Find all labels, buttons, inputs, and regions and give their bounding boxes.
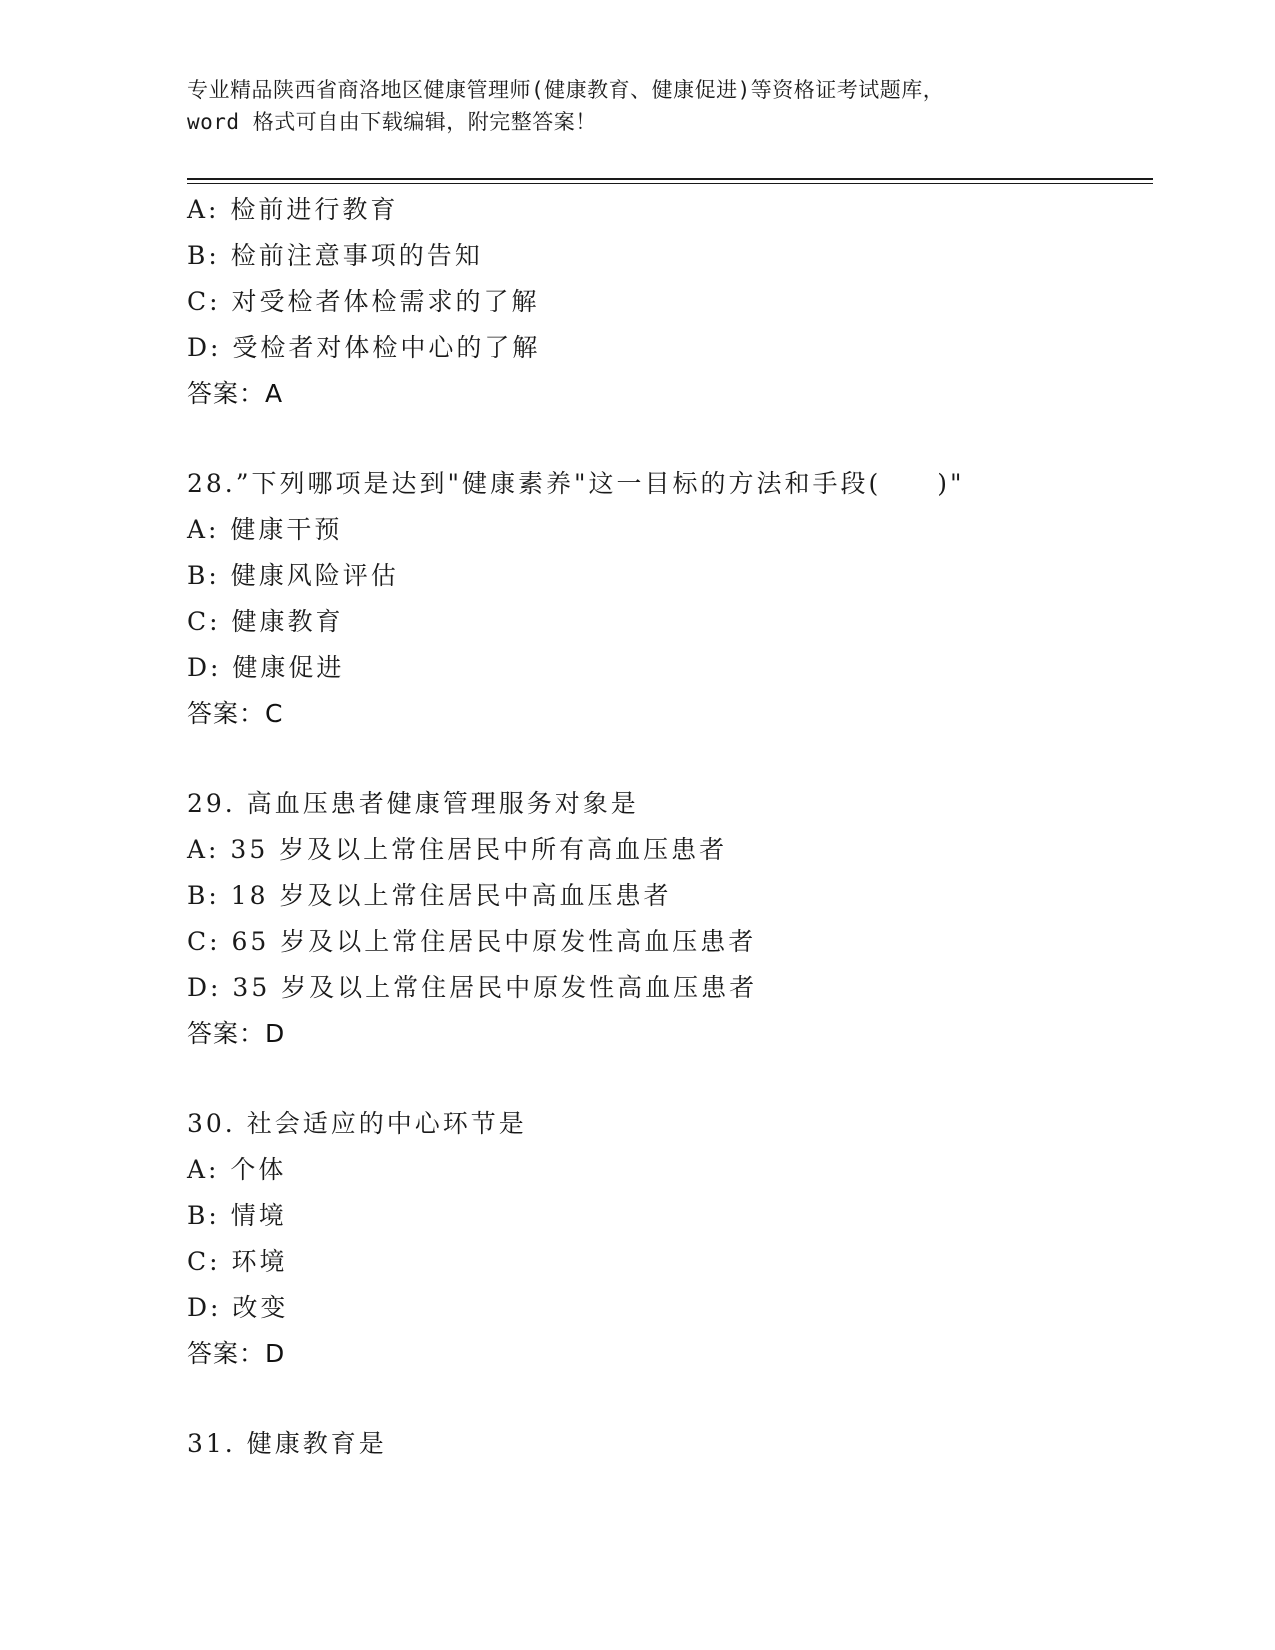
answer: 答案：C <box>187 699 284 728</box>
question-30 <box>187 1101 1153 1377</box>
question-list <box>187 187 1153 1467</box>
option-b: B: 检前注意事项的告知 <box>187 241 483 270</box>
option-d: D: 35 岁及以上常住居民中原发性高血压患者 <box>187 973 758 1002</box>
header-line-2: word 格式可自由下载编辑，附完整答案！ <box>187 110 597 134</box>
answer: 答案：A <box>187 379 284 408</box>
option-d: D: 受检者对体检中心的了解 <box>187 333 541 362</box>
option-b: B: 健康风险评估 <box>187 561 399 590</box>
question-27 <box>187 187 1153 417</box>
question-text: 29. 高血压患者健康管理服务对象是 <box>187 789 639 818</box>
spacer <box>187 1057 1153 1101</box>
option-c: C: 对受检者体检需求的了解 <box>187 287 540 316</box>
option-c: C: 环境 <box>187 1247 288 1276</box>
header-divider-thick <box>187 178 1153 180</box>
option-d: D: 健康促进 <box>187 653 345 682</box>
question-text: 28.”下列哪项是达到"健康素养"这一目标的方法和手段( )" <box>187 469 965 498</box>
option-b: B: 18 岁及以上常住居民中高血压患者 <box>187 881 672 910</box>
option-d: D: 改变 <box>187 1293 289 1322</box>
answer: 答案：D <box>187 1019 286 1048</box>
answer: 答案：D <box>187 1339 286 1368</box>
spacer <box>187 1377 1153 1421</box>
question-text: 31. 健康教育是 <box>187 1429 387 1458</box>
question-text: 30. 社会适应的中心环节是 <box>187 1109 527 1138</box>
header-divider-thin <box>187 183 1153 184</box>
question-29 <box>187 781 1153 1057</box>
question-28 <box>187 461 1153 737</box>
option-a: A: 健康干预 <box>187 515 343 544</box>
option-a: A: 检前进行教育 <box>187 195 399 224</box>
option-c: C: 健康教育 <box>187 607 344 636</box>
option-b: B: 情境 <box>187 1201 287 1230</box>
spacer <box>187 417 1153 461</box>
header-line-1: 专业精品陕西省商洛地区健康管理师(健康教育、健康促进)等资格证考试题库， <box>187 78 945 102</box>
document-header <box>187 74 1087 138</box>
option-a: A: 个体 <box>187 1155 287 1184</box>
spacer <box>187 737 1153 781</box>
question-31 <box>187 1421 1153 1467</box>
option-a: A: 35 岁及以上常住居民中所有高血压患者 <box>187 835 728 864</box>
option-c: C: 65 岁及以上常住居民中原发性高血压患者 <box>187 927 757 956</box>
